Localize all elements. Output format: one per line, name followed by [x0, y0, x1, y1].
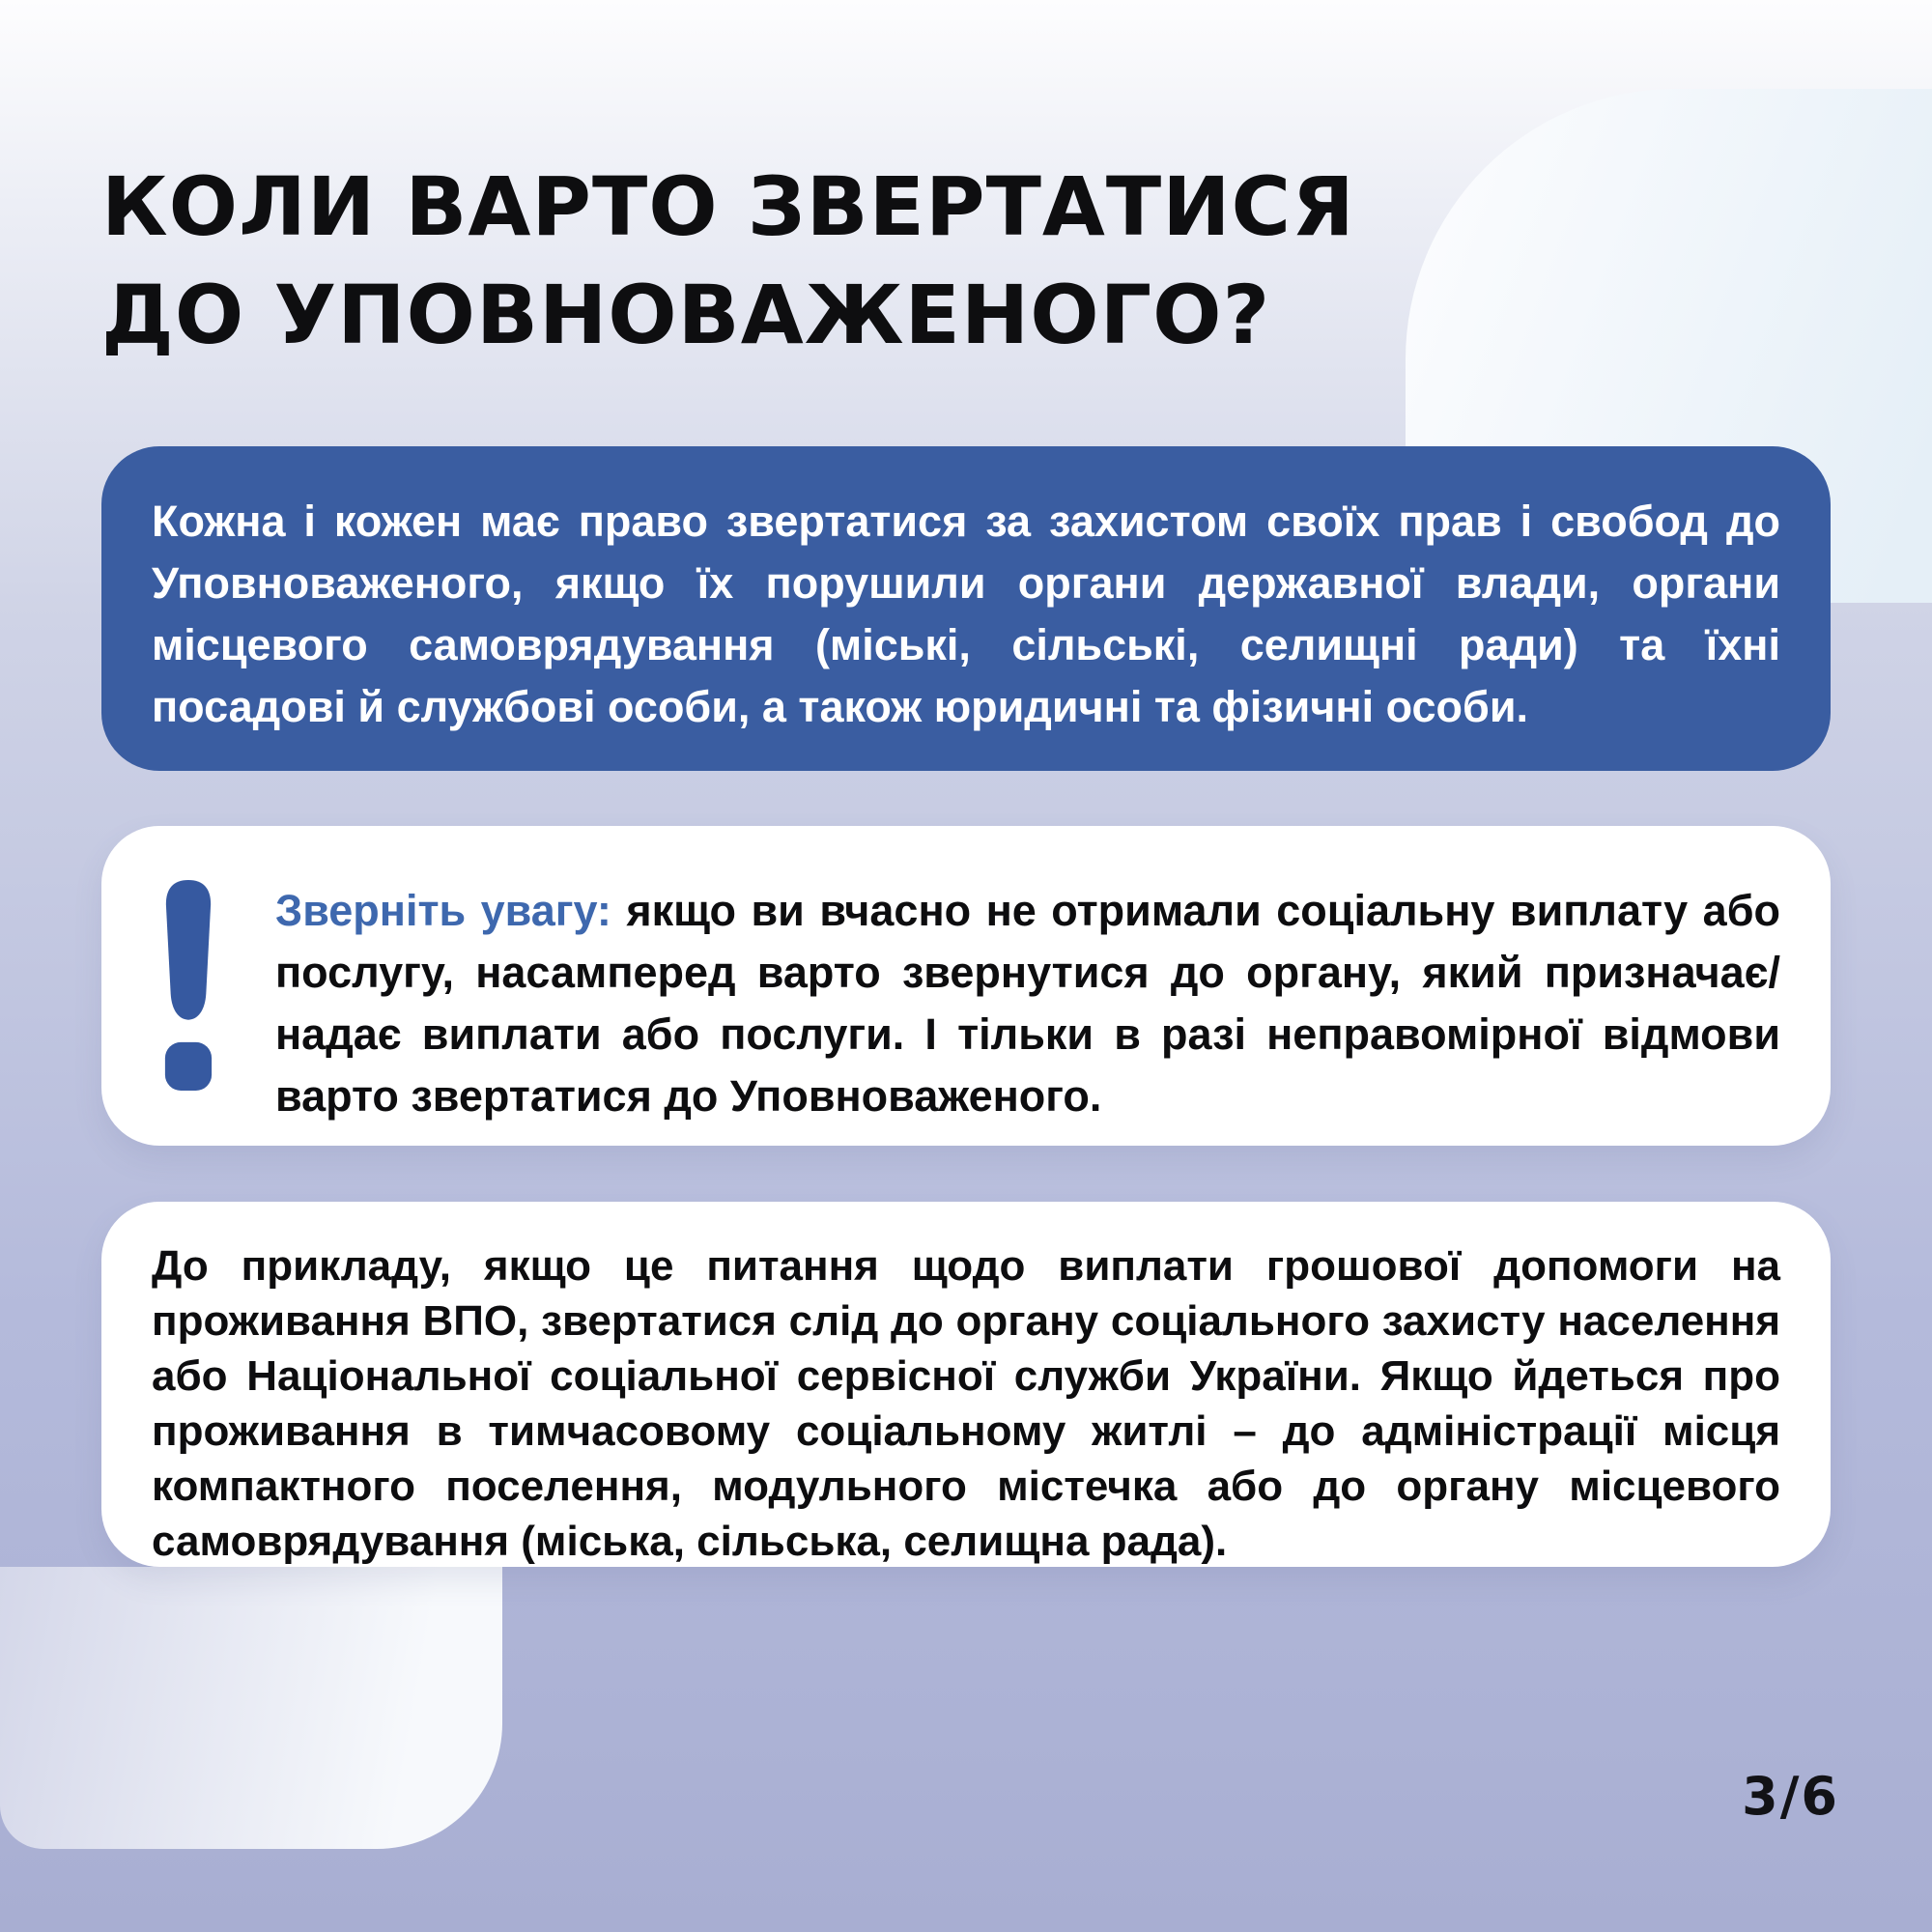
page-title-line-1: КОЛИ ВАРТО ЗВЕРТАТИСЯ [101, 159, 1355, 254]
page-number: 3/6 [1742, 1766, 1839, 1827]
example-card [101, 1202, 1831, 1567]
note-card-body: якщо ви вчасно не отримали соціальну виплату або послугу, насамперед варто звернутися до органу, який призначає/надає виплати або послуги. І тільки в разі неправомірної відмови варто звертатися до Уповноваженого. [275, 886, 1780, 1121]
example-card-text: До прикладу, якщо це питання щодо виплати грошової допомоги на проживання ВПО, звертатися слід до органу соціального захисту населення або Національної соціальної сервісної служби України. Якщо йдеться про проживання в тимчасовому соціальному житлі – до адміністрації місця компактного поселення, модульного містечка або до органу місцевого самоврядування (міська, сільська, селищна рада). [152, 1242, 1780, 1565]
note-card [101, 826, 1831, 1146]
note-card-label: Зверніть увагу: [275, 886, 611, 935]
decor-shape-bottom-left [0, 1567, 502, 1849]
page-title-line-2: ДО УПОВНОВАЖЕНОГО? [101, 268, 1271, 362]
note-card-text [275, 880, 1780, 1127]
intro-card [101, 446, 1831, 771]
page-title [101, 153, 1355, 369]
exclamation-icon [161, 880, 215, 1091]
intro-card-text: Кожна і кожен має право звертатися за захистом своїх прав і свобод до Уповноваженого, якщо їх порушили органи державної влади, органи місцевого самоврядування (міські, сільські, селищні ради) та їхні посадові й службові особи, а також юридичні та фізичні особи. [152, 497, 1780, 731]
